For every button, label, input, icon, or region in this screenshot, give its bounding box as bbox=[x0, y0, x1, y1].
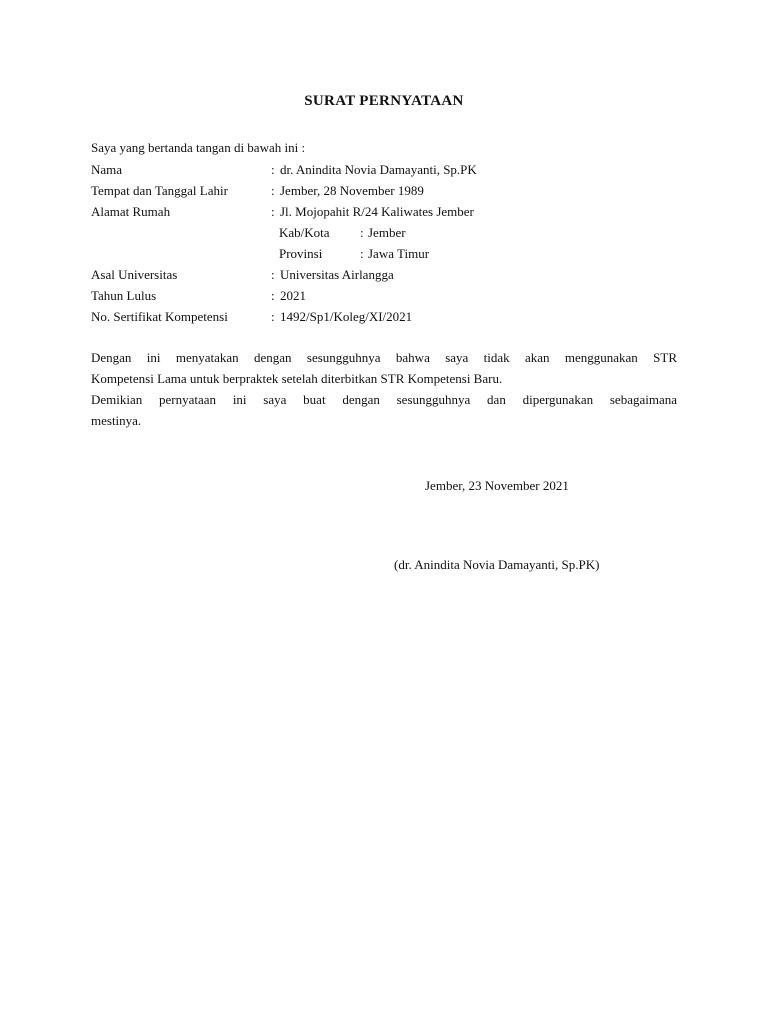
field-label: Nama bbox=[91, 162, 123, 177]
paragraph-line: Kompetensi Lama untuk berpraktek setelah diterbitkan STR Kompetensi Baru. bbox=[91, 371, 503, 386]
closing-paragraph bbox=[91, 389, 677, 431]
field-separator: : bbox=[271, 183, 275, 198]
field-value: 2021 bbox=[280, 288, 306, 303]
paragraph-line: mestinya. bbox=[91, 413, 142, 428]
field-label: No. Sertifikat Kompetensi bbox=[91, 309, 228, 324]
field-value: 1492/Sp1/Koleg/XI/2021 bbox=[280, 309, 413, 324]
field-value: Jember, 28 November 1989 bbox=[280, 183, 424, 198]
field-separator: : bbox=[271, 204, 275, 219]
field-separator: : bbox=[271, 267, 275, 282]
subfield-label: Kab/Kota bbox=[279, 225, 330, 240]
field-value: Universitas Airlangga bbox=[280, 267, 394, 282]
subfield-label: Provinsi bbox=[279, 246, 323, 261]
field-label: Tahun Lulus bbox=[91, 288, 157, 303]
intro-text: Saya yang bertanda tangan di bawah ini : bbox=[91, 140, 306, 155]
field-value: dr. Anindita Novia Damayanti, Sp.PK bbox=[280, 162, 477, 177]
field-separator: : bbox=[271, 288, 275, 303]
subfield-value: Jember bbox=[368, 225, 406, 240]
field-label: Asal Universitas bbox=[91, 267, 178, 282]
field-label: Alamat Rumah bbox=[91, 204, 171, 219]
paragraph-line: Dengan ini menyatakan dengan sesungguhnya bahwa saya tidak akan menggunakan STR bbox=[91, 350, 677, 365]
document-title: SURAT PERNYATAAN bbox=[304, 93, 464, 109]
subfield-separator: : bbox=[360, 246, 364, 261]
field-separator: : bbox=[271, 309, 275, 324]
field-label: Tempat dan Tanggal Lahir bbox=[91, 183, 228, 198]
field-value: Jl. Mojopahit R/24 Kaliwates Jember bbox=[280, 204, 474, 219]
statement-paragraph bbox=[91, 347, 677, 389]
field-separator: : bbox=[271, 162, 275, 177]
paragraph-line: Demikian pernyataan ini saya buat dengan sesungguhnya dan dipergunakan sebagaimana bbox=[91, 392, 677, 407]
place-and-date: Jember, 23 November 2021 bbox=[425, 478, 569, 493]
signature-name: (dr. Anindita Novia Damayanti, Sp.PK) bbox=[394, 557, 600, 572]
subfield-value: Jawa Timur bbox=[368, 246, 430, 261]
subfield-separator: : bbox=[360, 225, 364, 240]
